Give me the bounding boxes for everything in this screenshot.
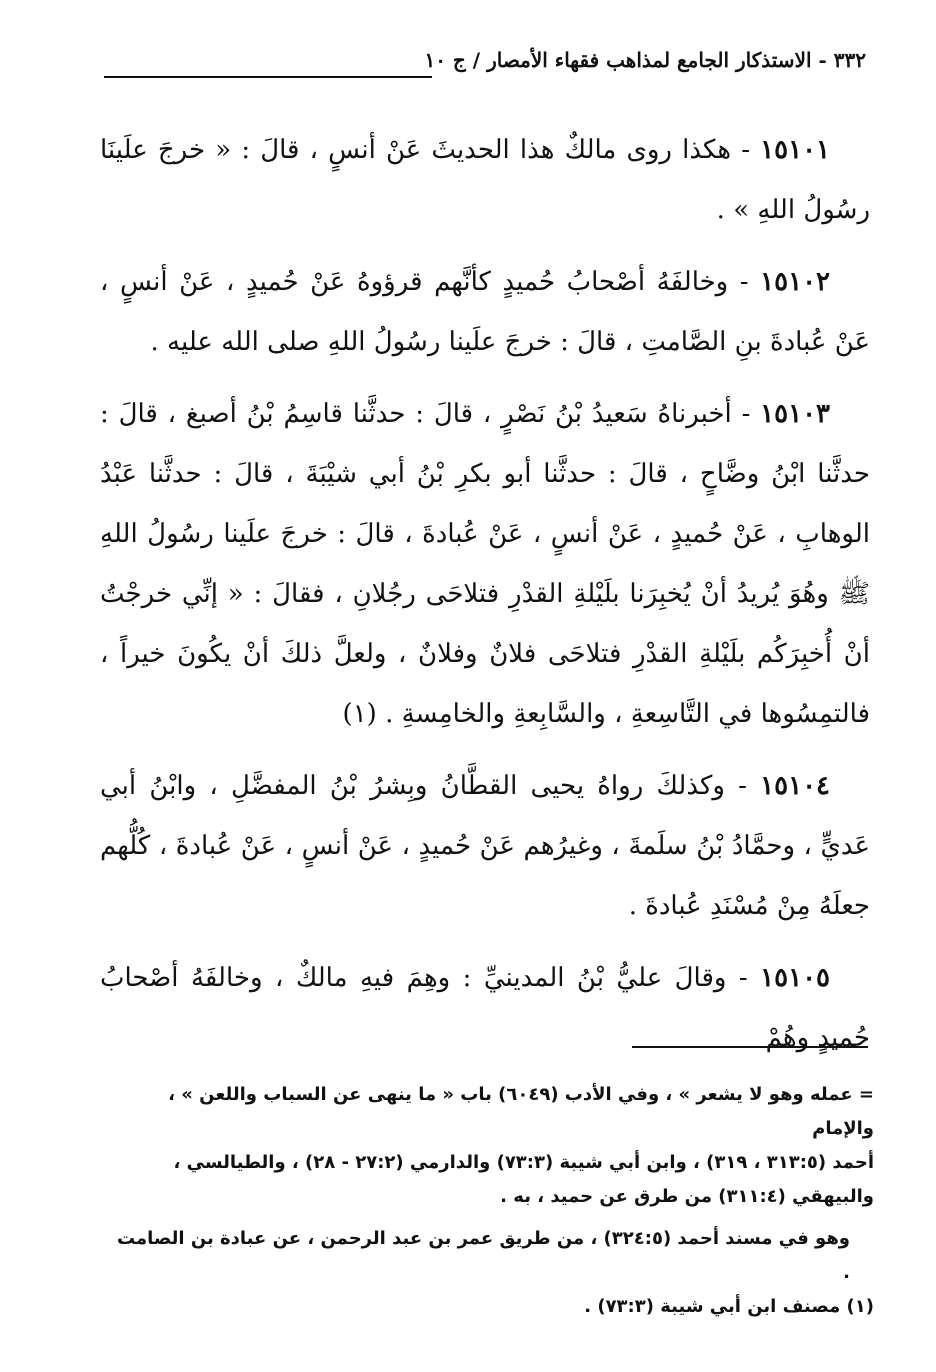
paragraph-number: ١٥١٠٥	[760, 963, 830, 993]
paragraph-number: ١٥١٠١	[760, 135, 830, 165]
footnote-1: (١) مصنف ابن أبي شيبة (٧٣:٣) .	[584, 1296, 874, 1317]
page-header	[104, 48, 866, 88]
header-rule	[104, 76, 432, 78]
footnote-line: والبيهقي (٣١١:٤) من طرق عن حميد ، به .	[500, 1186, 874, 1207]
running-title: ٣٣٢ - الاستذكار الجامع لمذاهب فقهاء الأمصار / ج ١٠	[424, 48, 866, 72]
paragraph-text: - وخالفَهُ أصْحابُ حُميدٍ كأنَّهم قرؤوهُ عَنْ حُميدٍ ، عَنْ أنسٍ ، عَنْ عُبادةَ بنِ الصَّامتِ ، قالَ : خرجَ علَينا رسُولُ اللهِ صلى الله عليه .	[100, 267, 870, 357]
paragraph-15103	[100, 384, 870, 744]
paragraph-15101	[100, 120, 870, 240]
paragraph-number: ١٥١٠٣	[760, 399, 830, 429]
main-text	[100, 120, 870, 1080]
paragraph-text: - وكذلكَ رواهُ يحيى القطَّانُ وبِشرُ بْنُ المفضَّلِ ، وابْنُ أبي عَديٍّ ، وحمَّادُ بْنُ سلَمةَ ، وغيرُهم عَنْ حُميدٍ ، عَنْ أنسٍ ، عَنْ عُبادةَ ، كُلُّهم جعلَهُ مِنْ مُسْنَدِ عُبادةَ .	[100, 771, 870, 921]
footnotes	[104, 1078, 874, 1324]
footnote-line: = عمله وهو لا يشعر » ، وفي الأدب (٦٠٤٩) باب « ما ينهى عن السباب واللعن » ، والإمام	[168, 1084, 874, 1139]
footnote-separator	[632, 1046, 868, 1048]
paragraph-15104	[100, 756, 870, 936]
footnote-line: أحمد (٣١٣:٥ ، ٣١٩) ، وابن أبي شيبة (٧٣:٣) والدارمي (٢٧:٢ - ٢٨) ، والطيالسي ،	[173, 1152, 874, 1173]
paragraph-text: - أخبرناهُ سَعيدُ بْنُ نَصْرٍ ، قالَ : حدثَّنا قاسِمُ بْنُ أصبغ ، قالَ : حدثَّنا ابْنُ وضَّاحٍ ، قالَ : حدثَّنا أبو بكرِ بْنُ أبي شيْبَةَ ، قالَ : حدثَّنا عَبْدُ الوهابِ ، عَنْ حُميدٍ ، عَنْ أنسٍ ، عَنْ عُبادةَ ، قالَ : خرجَ علَينا رسُولُ اللهِ ﷺ وهُوَ يُريدُ أنْ يُخبِرَنا بلَيْلةِ القدْرِ فتلاحَى رجُلانِ ، فقالَ : « إنِّي خرجْتُ أنْ أُخبِرَكُم بلَيْلةِ القدْرِ فتلاحَى فلانٌ وفلانٌ ، ولعلَّ ذلكَ أنْ يكُونَ خيراً ، فالتمِسُوها في التَّاسِعةِ ، والسَّابِعةِ والخامِسةِ . (١)	[100, 399, 870, 729]
paragraph-text: - هكذا روى مالكٌ هذا الحديثَ عَنْ أنسٍ ، قالَ : « خرجَ علَينَا رسُولُ اللهِ » .	[100, 135, 870, 225]
footnote-line: وهو في مسند أحمد (٣٢٤:٥) ، من طريق عمر بن عبد الرحمن ، عن عبادة بن الصامت .	[116, 1228, 850, 1283]
paragraph-text: - وقالَ عليُّ بْنُ المدينيِّ : وهِمَ فيهِ مالكٌ ، وخالفَهُ أصْحابُ حُميدٍ وهُمْ	[100, 963, 870, 1053]
paragraph-number: ١٥١٠٤	[760, 771, 830, 801]
paragraph-15105	[100, 948, 870, 1068]
paragraph-15102	[100, 252, 870, 372]
paragraph-number: ١٥١٠٢	[760, 267, 830, 297]
